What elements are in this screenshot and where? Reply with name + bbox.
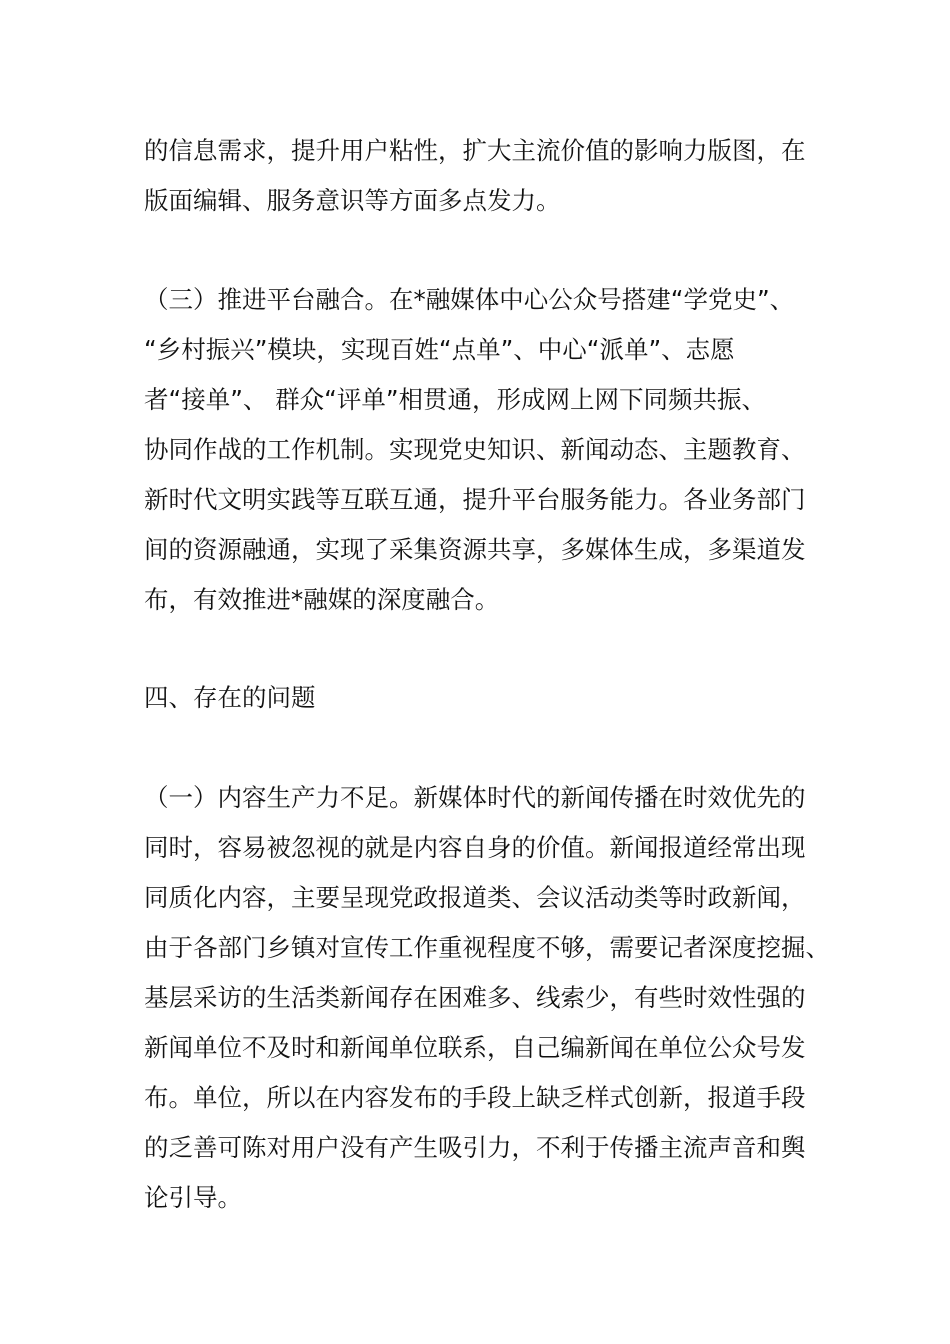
paragraph-line: 间的资源融通，实现了采集资源共享，多媒体生成，多渠道发	[144, 535, 806, 564]
paragraph-line: 的信息需求，提升用户粘性，扩大主流价值的影响力版图，在	[144, 136, 806, 165]
paragraph-line: 者“接单”、 群众“评单”相贯通，形成网上网下同频共振、	[144, 385, 767, 414]
paragraph-line: 基层采访的生活类新闻存在困难多、线索少，有些时效性强的	[144, 983, 806, 1012]
paragraph-line: 同质化内容，主要呈现党政报道类、会议活动类等时政新闻，	[144, 883, 806, 912]
paragraph-line: 的乏善可陈对用户没有产生吸引力，不利于传播主流声音和舆	[144, 1133, 806, 1162]
section-heading: 四、存在的问题	[144, 683, 316, 712]
paragraph-line: 同时，容易被忽视的就是内容自身的价值。新闻报道经常出现	[144, 833, 806, 862]
paragraph-line: 布，有效推进*融媒的深度融合。	[144, 585, 500, 614]
paragraph-line: 论引导。	[144, 1183, 242, 1212]
paragraph-line: 由于各部门乡镇对宣传工作重视程度不够，需要记者深度挖掘、	[144, 933, 830, 962]
paragraph-line: 布。单位，所以在内容发布的手段上缺乏样式创新，报道手段	[144, 1083, 806, 1112]
paragraph-line: （一）内容生产力不足。新媒体时代的新闻传播在时效优先的	[144, 783, 806, 812]
paragraph-line: 协同作战的工作机制。实现党史知识、新闻动态、主题教育、	[144, 435, 806, 464]
paragraph-line: “乡村振兴”模块，实现百姓“点单”、中心“派单”、志愿	[144, 335, 735, 364]
paragraph-line: （三）推进平台融合。在*融媒体中心公众号搭建“学党史”、	[144, 285, 795, 314]
paragraph-line: 版面编辑、服务意识等方面多点发力。	[144, 186, 561, 215]
paragraph-line: 新闻单位不及时和新闻单位联系，自己编新闻在单位公众号发	[144, 1033, 806, 1062]
paragraph-line: 新时代文明实践等互联互通，提升平台服务能力。各业务部门	[144, 485, 806, 514]
